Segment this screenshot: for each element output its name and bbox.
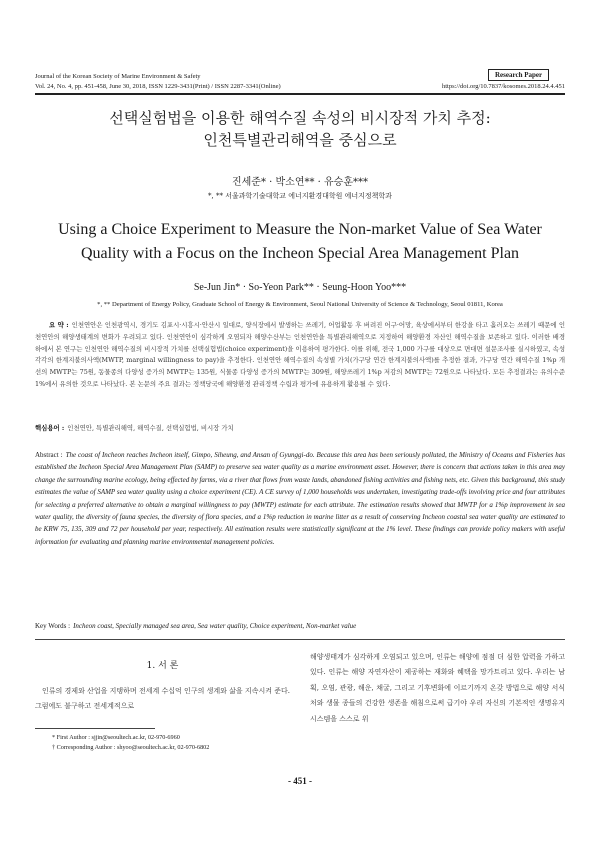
journal-name: Journal of the Korean Society of Marine Environment & Safety <box>35 73 201 80</box>
keywords-en <box>35 622 565 630</box>
keywords-en-text: Incheon coast, Specially managed sea area, Sea water quality, Choice experiment, Non-market value <box>73 622 357 630</box>
article-type-badge: Research Paper <box>488 69 549 81</box>
abstract-ko-text: 인천연안은 인천광역시, 경기도 김포시·시흥시·안산시 일대로, 양식장에서 발생하는 쓰레기, 어업활동 후 버려진 어구·어망, 육상에서부터 한강을 타고 흘러오는 쓰레기 때문에 인천연안의 해양생태계의 변화가 우려되고 있다. 인천연안이 심각하게 오염되자 해양수산부는 인천연안을 특별관리해역으로 지정하여 해양환경 자산인 해역수질을 보존하고 있다. 이러한 배경 하에서 본 연구는 인천연안 해역수질의 비시장적 가치를 선택실험법(choice experiment)을 이용하여 평가한다. 이를 위해, 전국 1,000 가구를 대상으로 면대면 설문조사를 실시하였고, 속성 각각의 한계지불의사액(MWTP, marginal willingness to pay)을 추정한다. 인천연안 해역수질의 속성별 가치(가구당 연간 한계지불의사액)를 추정한 결과, 가구당 연간 해역수질 1%p 개선의 MWTP는 75원, 동물종의 다양성 증가의 MWTP는 135원, 식물종 다양성 증가의 MWTP는 309원, 해양쓰레기 1%p 저감의 MWTP는 72원으로 나타났다. 모든 추정결과는 유의수준 1%에서 유의한 것으로 나타났다. 본 논문의 주요 결과는 정책당국에 해양환경 관리정책 수립과 평가에 유용하게 활용될 수 있다. <box>35 321 565 388</box>
footnote-corresponding-author: † Corresponding Author : shyoo@seoultech.ac.kr, 02-970-6802 <box>52 744 210 751</box>
body-right-column: 해양생태계가 심각하게 오염되고 있으며, 인류는 해양에 점점 더 심한 압력을 가하고 있다. 인류는 해양 자연자산이 제공하는 재화와 혜택을 망가트리고 있다. 우리는 남획, 오염, 관광, 해운, 채굴, 그리고 기후변화에 이르기까지 온갖 방법으로 해양 서식처와 생물 종들의 건강한 생존을 해침으로써 급기야 우리 자신의 기본적인 생명유지 시스템을 스스로 위 <box>310 653 565 723</box>
abstract-en-text: The coast of Incheon reaches Incheon itself, Gimpo, Siheung, and Ansan of Gyunggi-do. Because this area has been seriously polluted, the Ministry of Oceans and Fisheries has established the Incheon Special Area Management Plan (SAMP) to preserve sea water quality as a marine environment asset. However, there is concern that actions taken in this area may change the surrounding marine ecology, being effected by farms, via a river that flows from waste lands, abandoned fishing activities and fishing nets, etc. Given this background, this study estimates the value of SAMP sea water quality using a choice experiment (CE). A CE survey of 1,000 households was undertaken, investigating trade-offs involving price and four attributes for selecting a preferred alternative to obtain a marginal willingness to pay (MWTP) estimate for each attribute. The estimation results showed that MWTP for a 1%p improvement in sea water quality, the diversity of fauna species, the diversity of flora species, and a 1%p reduction in marine litter as a result of conserving Incheon coastal sea water quality are estimated to be KRW 75, 135, 309 and 72 per household per year, respectively. All estimation results were statistically significant at the 1% level. These findings can provide policy makers with useful information for evaluating and planning marine environmental management policies. <box>35 451 565 546</box>
keywords-ko-label: 핵심용어 : <box>35 424 65 432</box>
abstract-en <box>35 449 565 611</box>
affiliation-en: *, ** Department of Energy Policy, Graduate School of Energy & Environment, Seoul National University of Science & Technology, Seoul 01811, Korea <box>97 301 503 308</box>
page-number: - 451 - <box>288 776 312 786</box>
footnote-rule <box>35 728 155 729</box>
authors-ko: 진세준* · 박소연** · 유승훈*** <box>231 177 368 188</box>
abstract-ko <box>35 320 565 414</box>
abstract-ko-label: 요 약 : <box>49 321 69 329</box>
footnote-first-author: * First Author : sjjin@seoultech.ac.kr, 02-970-6960 <box>52 734 180 741</box>
title-ko-line2: 인천특별관리해역을 중심으로 <box>203 131 397 149</box>
title-ko-line1: 선택실험법을 이용한 해역수질 속성의 비시장적 가치 추정: <box>109 109 491 127</box>
section-rule <box>35 639 565 640</box>
keywords-ko <box>35 423 565 435</box>
title-en-line1: Using a Choice Experiment to Measure the Non-market Value of Sea Water <box>58 221 542 238</box>
affiliation-ko: *, ** 서울과학기술대학교 에너지환경대학원 에너지정책학과 <box>208 192 392 200</box>
doi-link[interactable]: https://doi.org/10.7837/kosomes.2018.24.4.451 <box>441 83 565 90</box>
title-en-line2: Quality with a Focus on the Incheon Special Area Management Plan <box>80 245 520 262</box>
authors-en: Se-Jun Jin* · So-Yeon Park** · Seung-Hoon Yoo*** <box>193 282 407 293</box>
keywords-en-label: Key Words : <box>35 622 71 630</box>
body-left-column: 인류의 경제와 산업을 지탱하며 전세계 수십억 인구의 생계와 삶을 지속시켜 준다. 그럼에도 불구하고 전세계적으로 <box>35 687 290 711</box>
volume-info: Vol. 24, No. 4, pp. 451-458, June 30, 2018, ISSN 1229-3431(Print) / ISSN 2287-3341(Online) <box>35 83 281 90</box>
header-rule <box>35 93 565 95</box>
keywords-ko-text: 인천연안, 특별관리해역, 해역수질, 선택실험법, 비시장 가치 <box>67 424 234 432</box>
abstract-en-label: Abstract : <box>35 451 63 459</box>
section-heading-intro: 1. 서 론 <box>146 661 179 671</box>
